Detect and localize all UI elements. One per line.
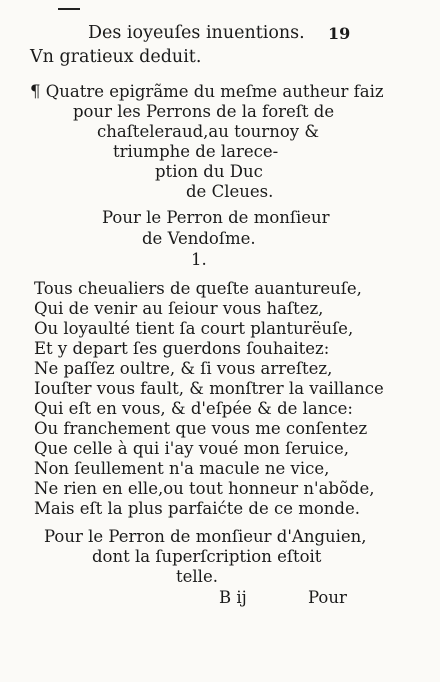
poem-line: Qui eſt en vous, & d'eſpée & de lance: [34, 399, 353, 418]
poem-line: Qui de venir au ſeiour vous haſtez, [34, 299, 324, 318]
intro-line: chaſteleraud,au tournoy & [97, 122, 320, 141]
poem-line: Ou franchement que vous me conſentez [34, 419, 368, 438]
poem-line: Iouſter vous fault, & monſtrer la vaillance [34, 379, 384, 398]
running-title: Des ioyeuſes inuentions. [88, 23, 305, 43]
section-title-line: Pour le Perron de monſieur [102, 208, 330, 227]
next-section-line: telle. [176, 567, 218, 586]
section-title-line: de Vendoſme. [142, 229, 256, 248]
catchword: Pour [308, 588, 347, 607]
intro-line: pour les Perrons de la foreſt de [73, 102, 335, 121]
poem-line: Et y depart ſes guerdons ſouhaitez: [34, 339, 330, 358]
intro-line: ption du Duc [155, 162, 263, 181]
poem-line: Non ſeullement n'a macule ne vice, [34, 459, 330, 478]
intro-line: triumphe de larece- [113, 142, 279, 161]
next-section-line: Pour le Perron de monſieur d'Anguien, [44, 527, 367, 546]
intro-line: ¶ Quatre epigrãme du meſme autheur faiz [30, 82, 384, 101]
poem-line: Ou loyaulté tient ſa court planturëuſe, [34, 319, 354, 338]
poem-line: Ne rien en elle,ou tout honneur n'abõde, [34, 479, 375, 498]
next-section-line: dont la ſuperſcription eſtoit [92, 547, 322, 566]
section-heading: Vn gratieux deduit. [30, 47, 202, 67]
intro-line: de Cleues. [186, 182, 274, 201]
page-number: 19 [328, 24, 351, 43]
signature-mark: B ij [219, 588, 247, 607]
poem-line: Tous cheualiers de queſte auantureuſe, [34, 279, 362, 298]
poem-line: Que celle à qui i'ay voué mon ſeruice, [34, 439, 349, 458]
epigram-number: 1. [191, 250, 207, 269]
poem-line: Mais eſt la plus parfaićte de ce monde. [34, 499, 360, 518]
top-rule-divider [58, 8, 80, 10]
poem-line: Ne paſſez oultre, & ſi vous arreſtez, [34, 359, 333, 378]
